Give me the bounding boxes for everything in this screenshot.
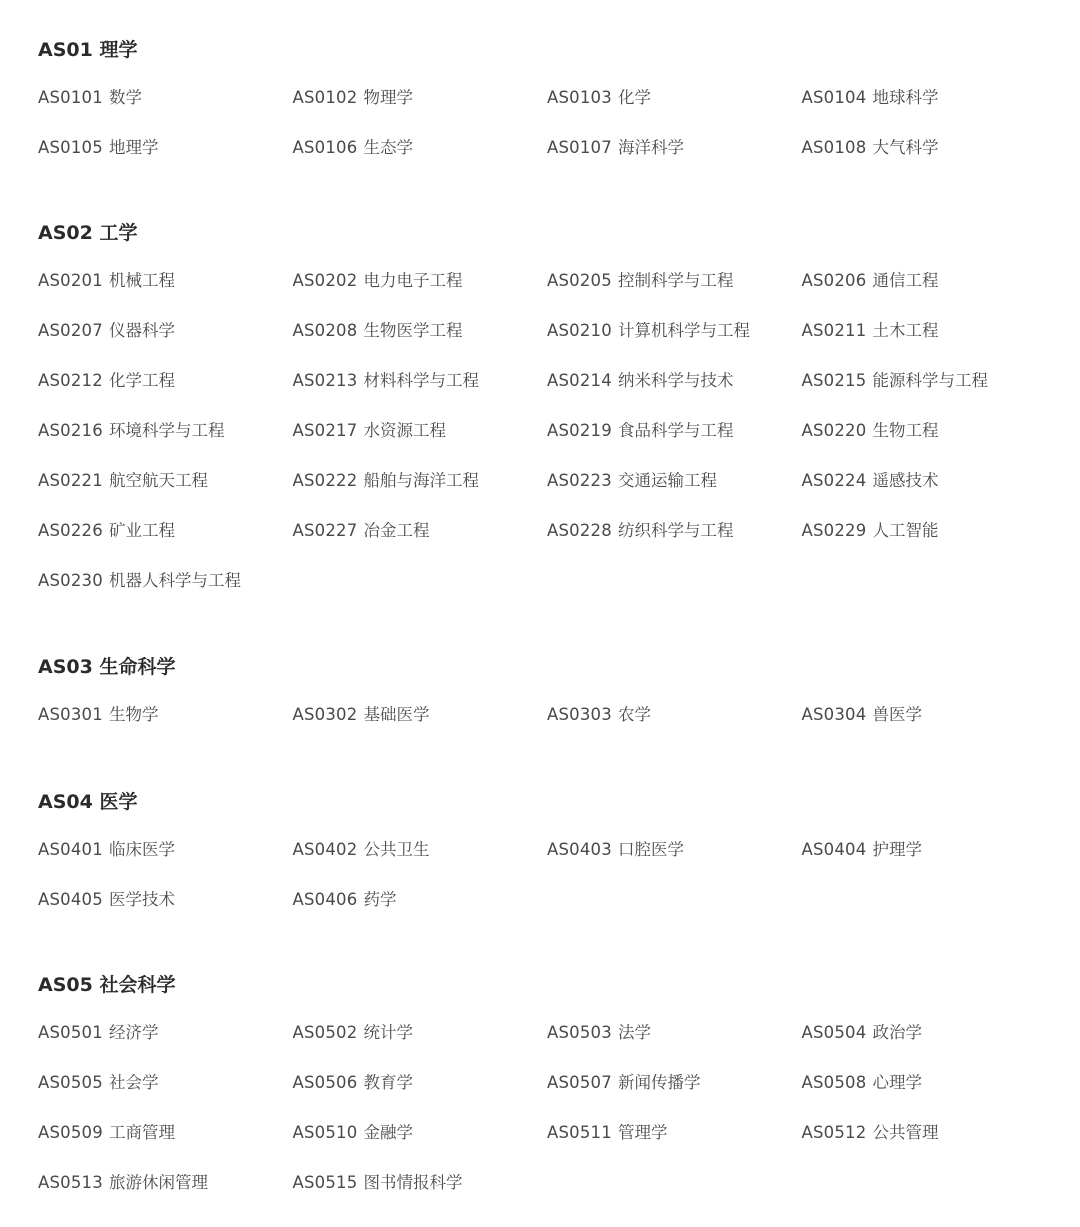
subject-code: AS0214: [547, 371, 612, 390]
subject-item[interactable]: [547, 703, 802, 753]
subject-item[interactable]: [802, 1021, 1057, 1071]
subject-code: AS0229: [801, 521, 867, 540]
subject-name: 法学: [617, 1023, 651, 1042]
subject-item[interactable]: [293, 136, 548, 186]
subject-name: 临床医学: [108, 840, 175, 859]
subject-code: AS0510: [292, 1123, 358, 1142]
category-section: [38, 653, 1058, 753]
subject-code: AS0401: [38, 840, 103, 859]
subject-name: 大气科学: [872, 138, 939, 157]
subject-item[interactable]: [547, 86, 802, 136]
subject-grid: [38, 269, 1058, 619]
subject-item[interactable]: [802, 1071, 1057, 1121]
subject-name: 控制科学与工程: [617, 271, 734, 290]
subject-code: AS0509: [38, 1123, 103, 1142]
subject-name: 管理学: [617, 1123, 668, 1142]
subject-name: 食品科学与工程: [617, 421, 734, 440]
subject-item[interactable]: [38, 369, 293, 419]
subject-name: 冶金工程: [363, 521, 430, 540]
subject-item[interactable]: [547, 419, 802, 469]
subject-name: 生物工程: [872, 421, 939, 440]
subject-name: 教育学: [363, 1073, 413, 1092]
subject-code: AS0402: [292, 840, 358, 859]
subject-item[interactable]: [38, 888, 293, 938]
subject-name: 地球科学: [872, 88, 939, 107]
subject-code: AS0201: [38, 271, 103, 290]
subject-item[interactable]: [547, 136, 802, 186]
subject-code: AS0210: [547, 321, 612, 340]
subject-name: 机器人科学与工程: [108, 571, 241, 590]
subject-item[interactable]: [293, 1071, 548, 1121]
subject-name: 机械工程: [108, 271, 175, 290]
subject-item[interactable]: [547, 519, 802, 569]
subject-code: AS0504: [801, 1023, 867, 1042]
subject-code: AS0217: [292, 421, 358, 440]
subject-code: AS0301: [38, 705, 103, 724]
subject-name: 物理学: [363, 88, 413, 107]
subject-name: 口腔医学: [617, 840, 684, 859]
subject-item[interactable]: [293, 369, 548, 419]
subject-code: AS0207: [38, 321, 103, 340]
subject-grid: [38, 838, 1058, 938]
subject-name: 遥感技术: [872, 471, 939, 490]
subject-item[interactable]: [293, 1021, 548, 1071]
subject-item[interactable]: [293, 888, 548, 938]
subject-code: AS0226: [38, 521, 103, 540]
subject-code: AS0511: [547, 1123, 612, 1142]
subject-item[interactable]: [38, 838, 293, 888]
subject-name: 生物医学工程: [363, 321, 463, 340]
subject-item[interactable]: [547, 1071, 802, 1121]
subject-item[interactable]: [802, 838, 1057, 888]
subject-item[interactable]: [38, 1121, 293, 1171]
subject-code: AS0105: [38, 138, 103, 157]
subject-item[interactable]: [802, 86, 1057, 136]
subject-name: 地理学: [108, 138, 159, 157]
subject-code: AS0213: [292, 371, 358, 390]
subject-item[interactable]: [547, 319, 802, 369]
subject-code: AS0505: [38, 1073, 103, 1092]
subject-code: AS0221: [38, 471, 103, 490]
subject-item[interactable]: [293, 703, 548, 753]
category-title: AS05 社会科学: [38, 974, 176, 996]
subject-item[interactable]: [547, 1021, 802, 1071]
subject-code: AS0512: [801, 1123, 867, 1142]
subject-name: 公共卫生: [363, 840, 430, 859]
subject-item[interactable]: [802, 269, 1057, 319]
subject-grid: [38, 86, 1058, 186]
subject-code: AS0103: [547, 88, 612, 107]
subject-item[interactable]: [38, 1171, 293, 1221]
subject-code: AS0501: [38, 1023, 103, 1042]
subject-item[interactable]: [38, 469, 293, 519]
category-title: AS01 理学: [38, 39, 138, 61]
subject-code: AS0101: [38, 88, 103, 107]
subject-name: 医学技术: [108, 890, 175, 909]
subject-item[interactable]: [38, 569, 293, 619]
subject-code: AS0216: [38, 421, 103, 440]
subject-name: 化学工程: [108, 371, 175, 390]
subject-name: 通信工程: [872, 271, 939, 290]
subject-item[interactable]: [802, 419, 1057, 469]
subject-code: AS0222: [292, 471, 358, 490]
subject-code: AS0503: [547, 1023, 612, 1042]
subject-name: 能源科学与工程: [872, 371, 988, 390]
subject-name: 人工智能: [872, 521, 939, 540]
subject-item[interactable]: [802, 319, 1057, 369]
subject-item[interactable]: [38, 519, 293, 569]
subject-code: AS0102: [292, 88, 358, 107]
subject-item[interactable]: [293, 86, 548, 136]
subject-name: 水资源工程: [363, 421, 446, 440]
subject-item[interactable]: [38, 419, 293, 469]
subject-name: 药学: [363, 890, 397, 909]
subject-name: 材料科学与工程: [363, 371, 479, 390]
subject-name: 生态学: [363, 138, 413, 157]
category-section: [38, 788, 1058, 938]
subject-code: AS0202: [292, 271, 358, 290]
subject-code: AS0212: [38, 371, 103, 390]
subject-code: AS0515: [292, 1173, 358, 1192]
subject-item[interactable]: [802, 136, 1057, 186]
subject-code: AS0211: [801, 321, 867, 340]
subject-code: AS0303: [547, 705, 612, 724]
subject-name: 农学: [617, 705, 651, 724]
subject-name: 纺织科学与工程: [617, 521, 734, 540]
subject-code: AS0513: [38, 1173, 103, 1192]
subject-item[interactable]: [293, 838, 548, 888]
subject-code: AS0304: [801, 705, 867, 724]
subject-name: 交通运输工程: [617, 471, 717, 490]
subject-code: AS0208: [292, 321, 358, 340]
subject-grid: [38, 1021, 1058, 1221]
subject-name: 经济学: [108, 1023, 159, 1042]
subject-code: AS0219: [547, 421, 612, 440]
subject-item[interactable]: [293, 469, 548, 519]
subject-code: AS0502: [292, 1023, 358, 1042]
subject-name: 化学: [617, 88, 651, 107]
subject-item[interactable]: [547, 469, 802, 519]
subject-name: 环境科学与工程: [108, 421, 225, 440]
subject-item[interactable]: [293, 269, 548, 319]
subject-code: AS0215: [801, 371, 867, 390]
category-section: [38, 36, 1058, 186]
subject-code: AS0508: [801, 1073, 867, 1092]
subject-code: AS0230: [38, 571, 103, 590]
subject-item[interactable]: [293, 319, 548, 369]
subject-code: AS0406: [292, 890, 358, 909]
subject-name: 心理学: [872, 1073, 922, 1092]
subject-code: AS0108: [801, 138, 867, 157]
subject-code: AS0223: [547, 471, 612, 490]
subject-name: 纳米科学与技术: [617, 371, 734, 390]
subject-name: 基础医学: [363, 705, 430, 724]
subject-name: 公共管理: [872, 1123, 939, 1142]
subject-item[interactable]: [38, 703, 293, 753]
subject-code: AS0507: [547, 1073, 612, 1092]
subject-code: AS0302: [292, 705, 358, 724]
subject-item[interactable]: [547, 269, 802, 319]
subject-item[interactable]: [38, 1071, 293, 1121]
subject-name: 图书情报科学: [363, 1173, 463, 1192]
subject-item[interactable]: [547, 838, 802, 888]
subject-item[interactable]: [547, 369, 802, 419]
subject-code: AS0228: [547, 521, 612, 540]
subject-code: AS0206: [801, 271, 867, 290]
subject-item[interactable]: [547, 1121, 802, 1171]
subject-item[interactable]: [802, 469, 1057, 519]
subject-name: 数学: [108, 88, 142, 107]
subject-code: AS0224: [801, 471, 867, 490]
subject-name: 兽医学: [872, 705, 922, 724]
subject-item[interactable]: [293, 419, 548, 469]
subject-item[interactable]: [38, 86, 293, 136]
subject-code: AS0405: [38, 890, 103, 909]
category-section: [38, 971, 1058, 1221]
subject-name: 新闻传播学: [617, 1073, 701, 1092]
subject-name: 金融学: [363, 1123, 413, 1142]
subject-item[interactable]: [38, 136, 293, 186]
subject-name: 生物学: [108, 705, 159, 724]
category-section: [38, 219, 1058, 619]
subject-code: AS0104: [801, 88, 867, 107]
subject-code: AS0227: [292, 521, 358, 540]
subject-name: 社会学: [108, 1073, 159, 1092]
subject-code: AS0205: [547, 271, 612, 290]
subject-code: AS0106: [292, 138, 358, 157]
subject-name: 电力电子工程: [363, 271, 463, 290]
subject-name: 护理学: [872, 840, 922, 859]
subject-item[interactable]: [293, 1121, 548, 1171]
subject-code: AS0403: [547, 840, 612, 859]
category-title: AS03 生命科学: [38, 656, 176, 678]
subject-code: AS0107: [547, 138, 612, 157]
subject-item[interactable]: [38, 1021, 293, 1071]
subject-item[interactable]: [802, 369, 1057, 419]
subject-item[interactable]: [293, 519, 548, 569]
subject-item[interactable]: [802, 703, 1057, 753]
subject-item[interactable]: [38, 269, 293, 319]
subject-item[interactable]: [802, 1121, 1057, 1171]
category-title: AS04 医学: [38, 791, 138, 813]
subject-name: 仪器科学: [108, 321, 175, 340]
subject-name: 矿业工程: [108, 521, 175, 540]
category-title: AS02 工学: [38, 222, 138, 244]
subject-code: AS0506: [292, 1073, 358, 1092]
subject-name: 工商管理: [108, 1123, 175, 1142]
subject-name: 海洋科学: [617, 138, 684, 157]
subject-name: 旅游休闲管理: [108, 1173, 208, 1192]
subject-grid: [38, 703, 1058, 753]
subject-name: 土木工程: [872, 321, 939, 340]
subject-item[interactable]: [293, 1171, 548, 1221]
subject-item[interactable]: [38, 319, 293, 369]
subject-name: 政治学: [872, 1023, 922, 1042]
subject-code: AS0404: [801, 840, 867, 859]
subject-name: 统计学: [363, 1023, 413, 1042]
subject-code: AS0220: [801, 421, 867, 440]
subject-item[interactable]: [802, 519, 1057, 569]
subject-name: 计算机科学与工程: [617, 321, 750, 340]
subject-name: 航空航天工程: [108, 471, 208, 490]
subject-name: 船舶与海洋工程: [363, 471, 479, 490]
